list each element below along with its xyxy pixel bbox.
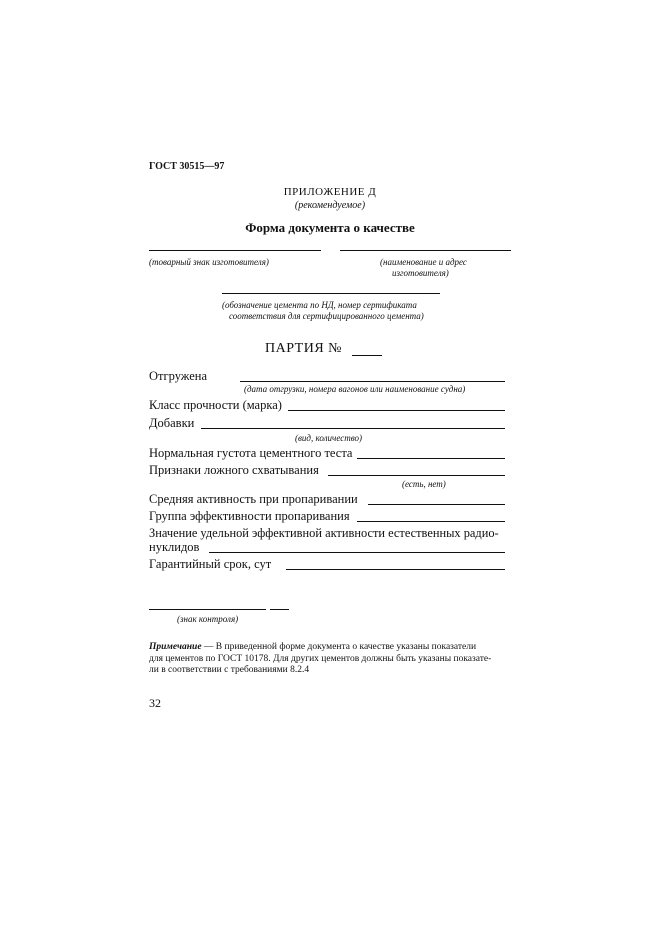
- shipped-line: [240, 381, 505, 382]
- radionuclides-line: [209, 552, 505, 553]
- normal-consistency-line: [357, 458, 505, 459]
- party-number-line: [352, 355, 382, 356]
- warranty-label: Гарантийный срок, сут: [149, 557, 272, 571]
- form-title: Форма документа о качестве: [245, 220, 415, 235]
- warranty-line: [286, 569, 505, 570]
- control-mark-line: [149, 609, 266, 610]
- false-setting-hint: (есть, нет): [402, 479, 446, 489]
- page-number: 32: [149, 696, 161, 710]
- false-setting-line: [328, 475, 505, 476]
- trademark-line: [149, 250, 321, 251]
- shipped-label: Отгружена: [149, 369, 208, 383]
- appendix-label: ПРИЛОЖЕНИЕ Д: [283, 186, 377, 198]
- additives-label: Добавки: [149, 416, 195, 430]
- steam-group-label: Группа эффективности пропаривания: [149, 509, 350, 523]
- radionuclides-label-2: нуклидов: [149, 540, 200, 554]
- note-label: Примечание: [149, 642, 202, 652]
- additives-line: [201, 428, 505, 429]
- radionuclides-label-1: Значение удельной эффективной активности естественных радио-: [149, 526, 499, 540]
- note-text-3: ли в соответствии с требованиями 8.2.4: [149, 665, 310, 675]
- steam-activity-line: [368, 504, 505, 505]
- note-text-1: — В приведенной форме документа о качестве указаны показатели: [201, 642, 477, 652]
- additives-hint: (вид, количество): [295, 433, 362, 443]
- note-text-2: для цементов по ГОСТ 10178. Для других цементов должны быть указаны показате-: [149, 654, 492, 664]
- control-mark-line-short: [270, 609, 289, 610]
- control-mark-caption: (знак контроля): [177, 614, 239, 624]
- steam-group-line: [357, 521, 505, 522]
- normal-consistency-label: Нормальная густота цементного теста: [149, 446, 353, 460]
- cement-caption-1: (обозначение цемента по НД, номер сертификата: [222, 300, 417, 310]
- manufacturer-caption-2: изготовителя): [392, 268, 449, 278]
- false-setting-label: Признаки ложного схватывания: [149, 463, 319, 477]
- note-line-1: [149, 642, 511, 653]
- shipped-hint: (дата отгрузки, номера вагонов или наименование судна): [244, 384, 466, 394]
- cement-designation-line: [222, 293, 440, 294]
- appendix-status: (рекомендуемое): [294, 200, 366, 211]
- strength-class-label: Класс прочности (марка): [149, 398, 282, 412]
- party-label: ПАРТИЯ №: [265, 341, 343, 356]
- cement-caption-2: соответствия для сертифицированного цемента): [229, 311, 424, 321]
- steam-activity-label: Средняя активность при пропаривании: [149, 492, 358, 506]
- standard-code: ГОСТ 30515—97: [149, 161, 225, 172]
- trademark-caption: (товарный знак изготовителя): [149, 257, 269, 267]
- manufacturer-line: [340, 250, 511, 251]
- strength-class-line: [288, 410, 505, 411]
- manufacturer-caption-1: (наименование и адрес: [380, 257, 467, 267]
